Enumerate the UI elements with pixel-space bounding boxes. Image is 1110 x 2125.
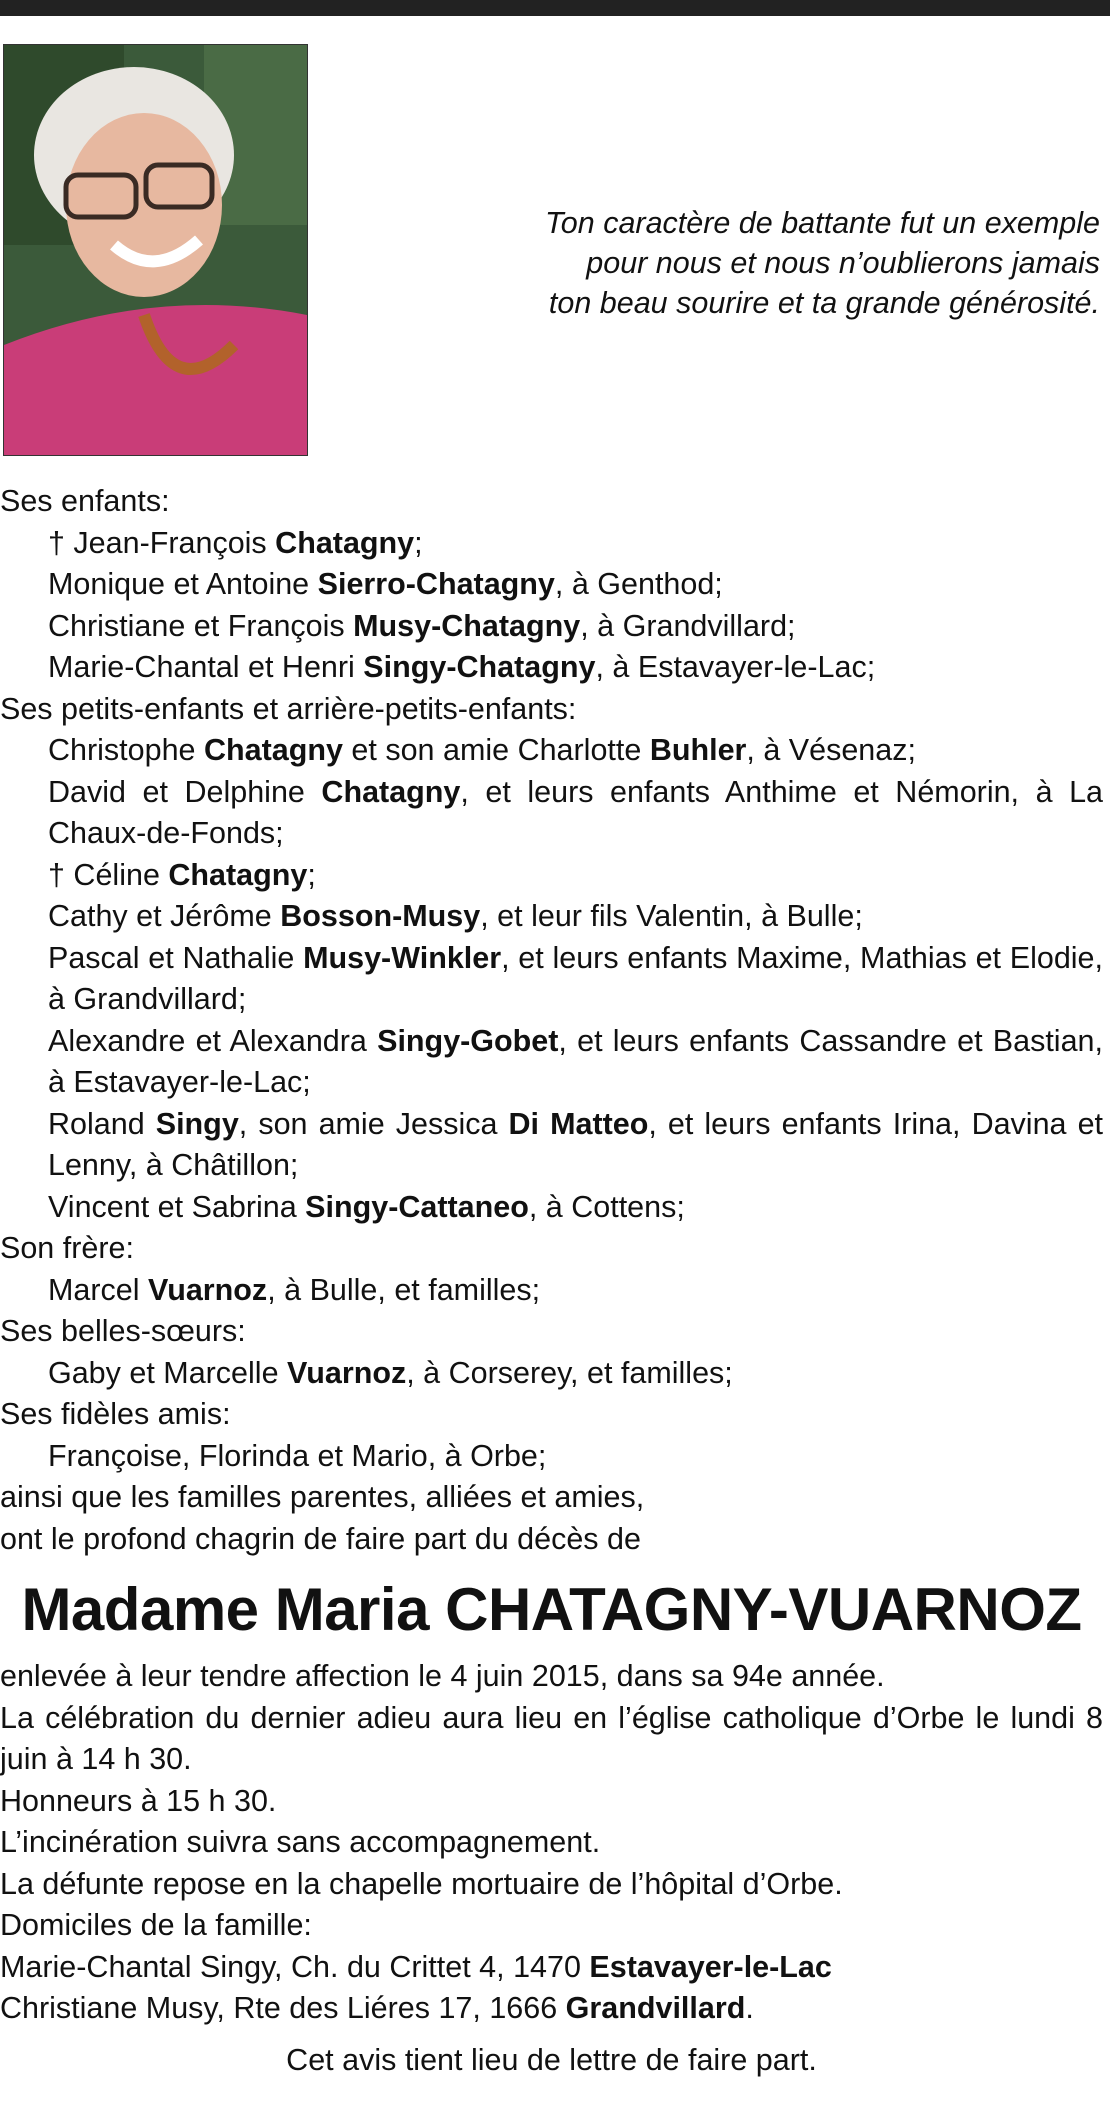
- list-item: Vincent et Sabrina Singy-Cattaneo, à Cottens;: [48, 1189, 685, 1224]
- list-item: Roland Singy, son amie Jessica Di Matteo, et leurs enfants Irina, Davina et Lenny, à Châtillon;: [48, 1106, 1104, 1182]
- quote-line: ton beau sourire et ta grande générosité.: [548, 286, 1100, 320]
- address-line: Marie-Chantal Singy, Ch. du Crittet 4, 1470 Estavayer-le-Lac: [0, 1949, 832, 1984]
- list-item: Gaby et Marcelle Vuarnoz, à Corserey, et familles;: [48, 1355, 733, 1390]
- quote: [460, 203, 1100, 323]
- list-item: † Céline Chatagny;: [48, 857, 316, 892]
- list-item: Monique et Antoine Sierro-Chatagny, à Genthod;: [48, 567, 723, 601]
- footer-note: Cet avis tient lieu de lettre de faire part.: [286, 2042, 817, 2077]
- section-heading-sisters-in-law: Ses belles-sœurs:: [0, 1314, 246, 1348]
- section-heading-children: Ses enfants:: [0, 484, 170, 518]
- closing-line: ont le profond chagrin de faire part du décès de: [0, 1521, 641, 1556]
- list-item: † Jean-François Chatagny;: [48, 525, 423, 560]
- quote-line: pour nous et nous n’oublierons jamais: [586, 246, 1100, 280]
- section-heading-friends: Ses fidèles amis:: [0, 1397, 231, 1431]
- top-rule: [0, 0, 1110, 16]
- list-item: David et Delphine Chatagny, et leurs enfants Anthime et Némorin, à La Chaux-de-Fonds;: [48, 774, 1103, 850]
- list-item: Françoise, Florinda et Mario, à Orbe;: [48, 1438, 547, 1473]
- detail-line: Honneurs à 15 h 30.: [0, 1783, 277, 1818]
- list-item: Marcel Vuarnoz, à Bulle, et familles;: [48, 1272, 541, 1307]
- list-item: Alexandre et Alexandra Singy-Gobet, et leurs enfants Cassandre et Bastian, à Estavayer-le-Lac;: [48, 1023, 1103, 1099]
- quote-line: Ton caractère de battante fut un exemple: [544, 206, 1100, 240]
- list-item: Christophe Chatagny et son amie Charlotte Buhler, à Vésenaz;: [48, 733, 916, 767]
- list-item: Cathy et Jérôme Bosson-Musy, et leur fils Valentin, à Bulle;: [48, 899, 863, 933]
- detail-line: La défunte repose en la chapelle mortuaire de l’hôpital d’Orbe.: [0, 1866, 843, 1901]
- detail-line: La célébration du dernier adieu aura lieu en l’église catholique d’Orbe le lundi 8 juin à 14 h 30.: [0, 1700, 1103, 1776]
- notice-body: [0, 481, 1103, 2081]
- detail-line: Domiciles de la famille:: [0, 1908, 312, 1942]
- detail-line: enlevée à leur tendre affection le 4 juin 2015, dans sa 94e année.: [0, 1659, 885, 1693]
- detail-line: L’incinération suivra sans accompagnement.: [0, 1825, 601, 1859]
- list-item: Marie-Chantal et Henri Singy-Chatagny, à Estavayer-le-Lac;: [48, 650, 876, 684]
- closing-line: ainsi que les familles parentes, alliées et amies,: [0, 1480, 645, 1514]
- deceased-name: Madame Maria CHATAGNY-VUARNOZ: [21, 1576, 1082, 1643]
- address-line: Christiane Musy, Rte des Liéres 17, 1666 Grandvillard.: [0, 1991, 754, 2025]
- portrait-photo: [3, 44, 308, 456]
- section-heading-grandchildren: Ses petits-enfants et arrière-petits-enfants:: [0, 691, 577, 726]
- list-item: Pascal et Nathalie Musy-Winkler, et leurs enfants Maxime, Mathias et Elodie, à Grandvillard;: [48, 940, 1103, 1016]
- list-item: Christiane et François Musy-Chatagny, à Grandvillard;: [48, 608, 796, 643]
- section-heading-brother: Son frère:: [0, 1231, 134, 1265]
